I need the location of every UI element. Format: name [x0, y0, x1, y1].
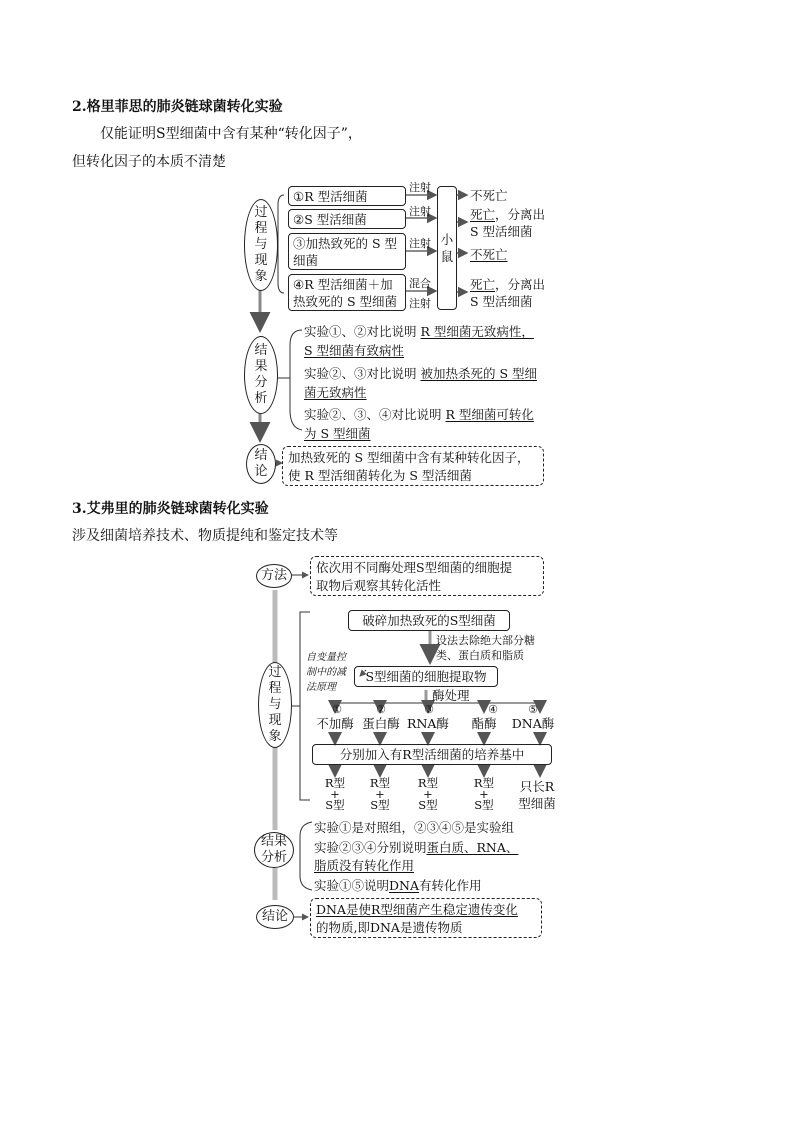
group-3-box: ③加热致死的 S 型细菌 [288, 233, 406, 270]
process-char: 程 [254, 221, 268, 236]
analysis-oval-2 [254, 832, 294, 868]
group-2-box: ②S 型活细菌 [288, 209, 406, 229]
s3-analysis-4: 实验①⑤说明DNA有转化作用 [314, 878, 482, 893]
process-oval-2 [258, 662, 292, 748]
process-char: 现 [254, 253, 268, 268]
method-line1: 依次用不同酶处理S型细菌的细胞提 [316, 560, 513, 575]
conclusion-line1: 加热致死的 S 型细菌中含有某种转化因子， [288, 450, 530, 465]
analysis-char: 析 [254, 391, 268, 406]
process-char: 象 [254, 269, 268, 284]
outcome-2: R型 + S型 [369, 776, 391, 812]
op-inject-2: 注射 [409, 205, 431, 218]
enzyme-5: DNA酶 [511, 716, 555, 731]
process-char: 程 [268, 681, 282, 696]
analysis-label-1: 结果 [260, 834, 287, 849]
mouse-char: 鼠 [440, 249, 454, 264]
mouse-box [437, 186, 457, 310]
op-inject-4: 注射 [409, 297, 431, 310]
conclusion-oval-2: 结论 [256, 905, 294, 929]
mouse-char: 小 [440, 232, 454, 247]
side-note-line2: 制中的减 [306, 667, 346, 678]
conclusion-box [282, 446, 544, 486]
enzyme-label: 酶处理 [432, 688, 470, 703]
result-2: 死亡，分离出 [470, 207, 546, 222]
analysis-1: 实验①、②对比说明 R 型细菌无致病性， S 型细菌有致病性 [304, 324, 534, 358]
s3-conclusion-box [310, 898, 542, 938]
process-char: 象 [268, 729, 282, 744]
conclusion-line2: 使 R 型活细菌转化为 S 型活细菌 [288, 468, 472, 483]
analysis-2: 实验②、③对比说明 被加热杀死的 S 型细 菌无致病性 [304, 366, 537, 400]
analysis-char: 果 [254, 359, 268, 374]
group-4-box: ④R 型活细菌＋加热致死的 S 型细菌 [288, 274, 406, 311]
section3-intro: 涉及细菌培养技术、物质提纯和鉴定技术等 [72, 528, 338, 544]
result-1: 不死亡 [470, 188, 508, 203]
process-char: 过 [268, 665, 282, 680]
result-2b: S 型活细菌 [470, 224, 533, 239]
method-box [310, 556, 544, 596]
s3-analysis-3: 脂质没有转化作用 [314, 858, 415, 873]
enzyme-2: 蛋白酶 [362, 716, 400, 731]
enzyme-4: 酯酶 [471, 716, 497, 731]
analysis-label-2: 分析 [260, 850, 287, 865]
op-inject-1: 注射 [409, 181, 431, 194]
enzyme-1: 不加酶 [316, 716, 354, 731]
conclusion-char: 结 [254, 448, 268, 463]
result-3: 不死亡 [470, 247, 508, 262]
method-line2: 取物后观察其转化活性 [316, 578, 442, 593]
s3-conclusion-line2: 的物质,即DNA是遗传物质 [316, 920, 463, 935]
section3-heading: 3.艾弗里的肺炎链球菌转化实验 [72, 501, 269, 517]
s3-analysis-2: 实验②③④分别说明蛋白质、RNA、 [314, 840, 519, 855]
op-inject-3: 注射 [409, 237, 431, 250]
process-char: 现 [268, 713, 282, 728]
side-note [306, 650, 346, 695]
outcome-1: R型 + S型 [324, 776, 346, 812]
outcome-4: R型 + S型 [473, 776, 495, 812]
note-line1: 设法去除绝大部分糖 [436, 634, 535, 647]
step-extract-box: S型细菌的细胞提取物 [354, 666, 498, 687]
s3-analysis-1: 实验①是对照组，②③④⑤是实验组 [314, 820, 515, 835]
analysis-char: 分 [254, 375, 268, 390]
s3-conclusion-line1: DNA是使R型细菌产生稳定遗传变化 [316, 902, 518, 917]
op-mix: 混合 [409, 277, 431, 290]
outcome-5: 只长R 型细菌 [518, 779, 556, 811]
enzyme-num-4: ④ [488, 703, 498, 716]
analysis-char: 结 [254, 343, 268, 358]
section2-heading: 2.格里菲思的肺炎链球菌转化实验 [72, 99, 283, 115]
enzyme-num-2: ② [376, 703, 386, 716]
enzyme-num-1: ① [332, 703, 342, 716]
side-note-line3: 法原理 [306, 682, 336, 693]
step-crush-box: 破碎加热致死的S型细菌 [348, 610, 510, 631]
conclusion-oval [246, 444, 276, 484]
outcome-3: R型 + S型 [417, 776, 439, 812]
analysis-oval [244, 336, 278, 414]
analysis-3: 实验②、③、④对比说明 R 型细菌可转化 为 S 型细菌 [304, 407, 534, 441]
step-culture-box: 分别加入有R型活细菌的培养基中 [312, 744, 552, 765]
result-4b: S 型活细菌 [470, 294, 533, 309]
enzyme-num-3: ③ [424, 703, 434, 716]
section2-intro-line2: 但转化因子的本质不清楚 [72, 154, 226, 170]
result-4: 死亡，分离出 [470, 277, 546, 292]
conclusion-char: 论 [254, 464, 268, 479]
enzyme-num-5: ⑤ [528, 703, 538, 716]
section2-intro-line1: 仅能证明S型细菌中含有某种“转化因子”， [100, 126, 362, 142]
side-note-line1: 自变量控 [306, 652, 346, 663]
process-char: 与 [268, 697, 282, 712]
method-oval: 方法 [256, 564, 292, 588]
process-char: 与 [254, 237, 268, 252]
process-char: 过 [254, 205, 268, 220]
process-oval [244, 199, 278, 291]
enzyme-3: RNA酶 [407, 716, 449, 731]
group-1-box: ①R 型活细菌 [288, 186, 406, 206]
note-line2: 类、蛋白质和脂质 [436, 649, 524, 662]
